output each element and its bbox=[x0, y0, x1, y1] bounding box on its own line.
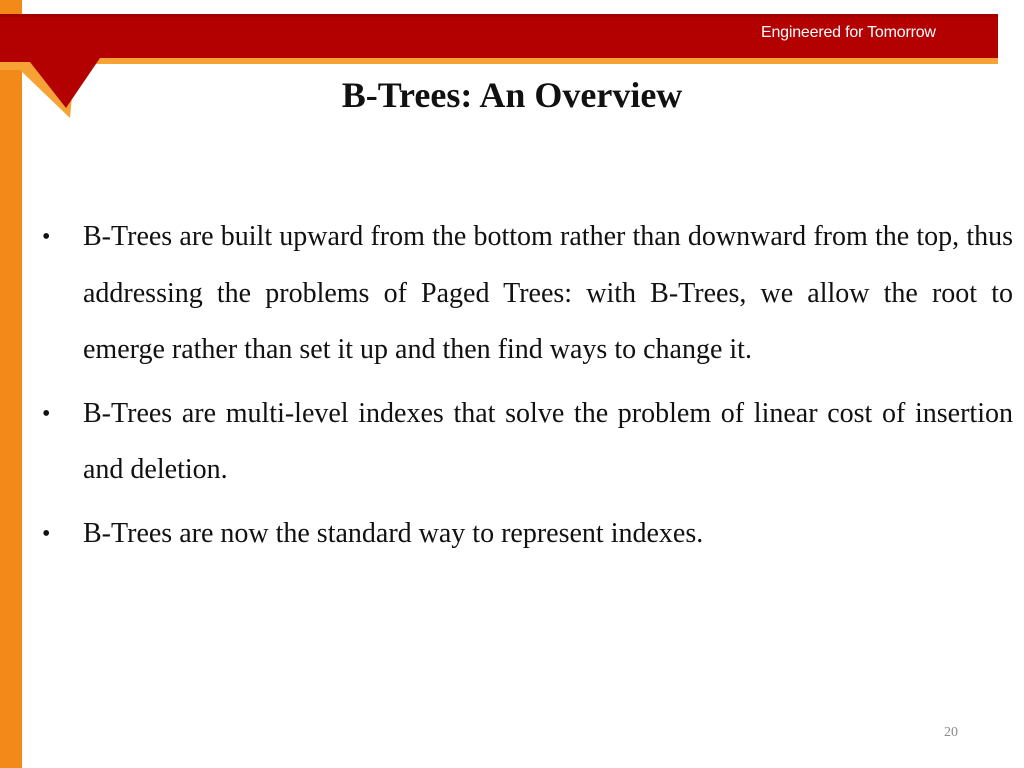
bullet-list bbox=[42, 209, 1013, 569]
bullet-item bbox=[42, 506, 1013, 563]
bullet-text: B-Trees are now the standard way to represent indexes. bbox=[83, 517, 704, 549]
bullet-item bbox=[42, 209, 1013, 379]
slide-title: B-Trees: An Overview bbox=[341, 75, 683, 115]
bullet-icon: • bbox=[42, 224, 51, 250]
bullet-item bbox=[42, 386, 1013, 499]
header-tagline: Engineered for Tomorrow bbox=[761, 24, 936, 41]
bullet-text: B-Trees are built upward from the bottom rather than downward from the top, thus addressing the problems of Paged Trees: with B-Trees, we allow the root to emerge rather than set it up and then find ways to change it. bbox=[83, 221, 1013, 365]
bullet-icon: • bbox=[42, 400, 51, 427]
page-number: 20 bbox=[944, 725, 958, 740]
bullet-text: B-Trees are multi-level indexes that solve the problem of linear cost of insertion and deletion. bbox=[83, 397, 1013, 485]
bullet-icon: • bbox=[42, 520, 51, 547]
header-shadow bbox=[0, 14, 998, 17]
